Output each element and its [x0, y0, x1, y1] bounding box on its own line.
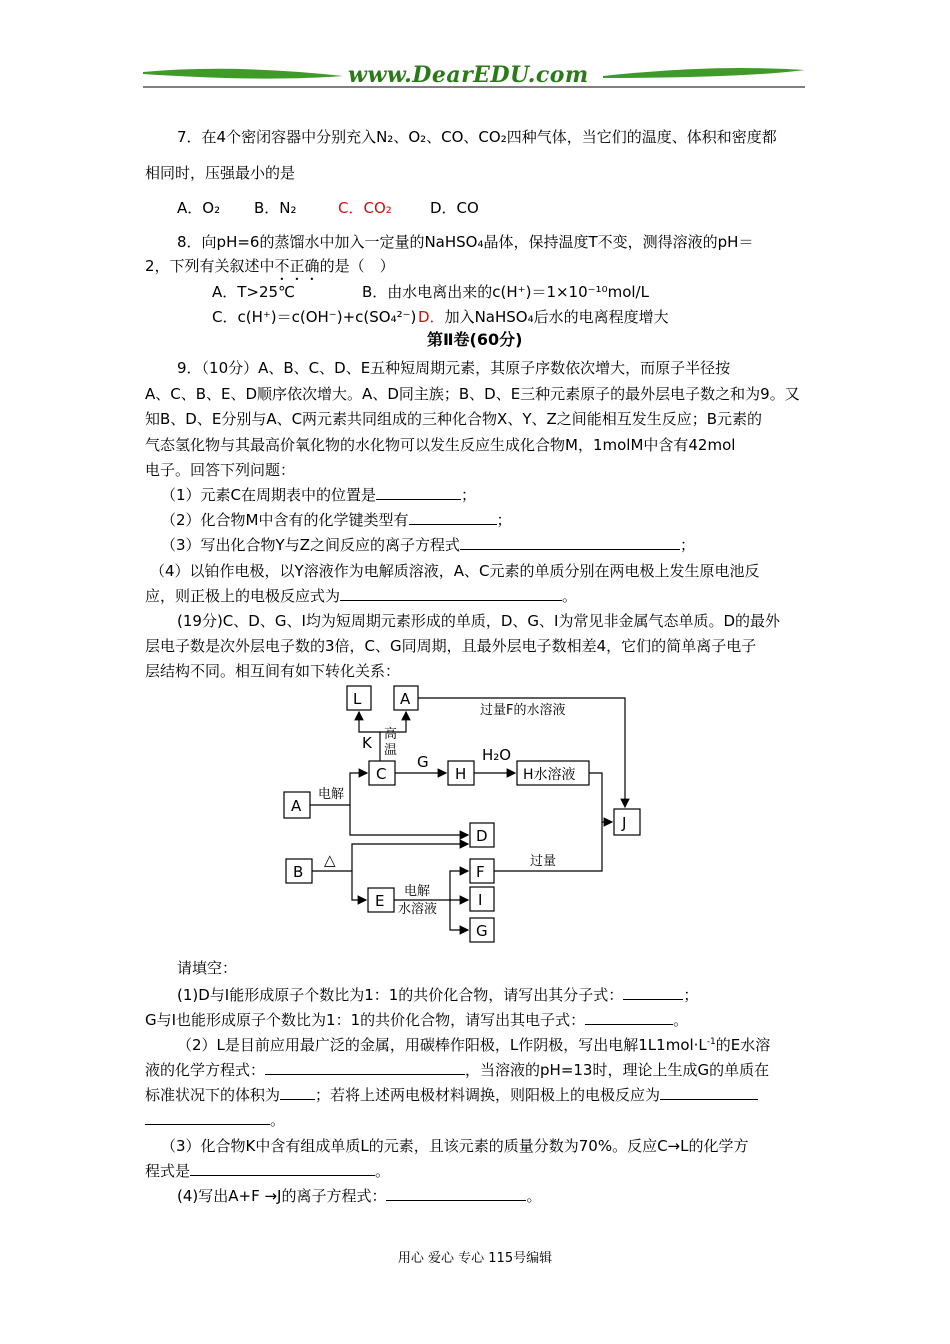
box-J [614, 809, 640, 835]
box-D-label: D [476, 827, 488, 845]
answer-blank[interactable] [265, 1060, 465, 1075]
semicolon: ； [683, 986, 699, 1004]
q10-part2-line2b: ，当溶液的pH=13时，理论上生成G的单质在 [465, 1061, 770, 1079]
box-F-label: F [476, 863, 485, 881]
answer-blank[interactable] [190, 1161, 375, 1176]
q9-sub4-line2 [145, 586, 577, 606]
label-g: G [417, 753, 429, 771]
label-electrolysis: 电解 [318, 787, 345, 802]
period: 。 [673, 1011, 689, 1029]
q7-line2: 相同时，压强最小的是 [145, 164, 296, 182]
q10-part4 [177, 1186, 541, 1206]
q9-sub1 [161, 485, 476, 505]
answer-blank[interactable] [145, 1110, 270, 1125]
box-E-label: E [375, 892, 385, 910]
q9-line3: 知B、D、E分别与A、C两元素共同组成的三种化合物X、Y、Z之间能相互发生反应；B元素的 [145, 410, 763, 428]
label-aqueous-solution: 水溶液 [398, 902, 438, 917]
q9-sub3 [161, 535, 695, 555]
arrow-b-to-e [352, 871, 366, 900]
q10-part2-line3 [145, 1085, 758, 1105]
period: 。 [270, 1111, 286, 1129]
label-h2o: H₂O [482, 746, 512, 764]
box-B-label: B [293, 863, 304, 881]
q10-part1-line2-text: G与I也能形成原子个数比为1：1的共价化合物，请写出其电子式： [145, 1011, 586, 1029]
semicolon: ； [461, 486, 477, 504]
answer-blank[interactable] [280, 1085, 315, 1100]
label-electrolysis-2: 电解 [404, 884, 431, 899]
q7-line1: 7．在4个密闭容器中分别充入N₂、O₂、CO、CO₂四种气体，当它们的温度、体积和密度都 [177, 128, 777, 146]
q10-part2-line1 [177, 1035, 770, 1055]
q7-option-d: D．CO [430, 199, 479, 217]
q9-sub4-line1: （4）以铂作电极，以Y溶液作为电解质溶液，A、C元素的单质分别在两电极上发生原电池反 [150, 562, 760, 580]
box-H-solution-label: H水溶液 [523, 767, 576, 783]
q8-option-c: C．c(H⁺)＝c(OH⁻)+c(SO₄²⁻) [212, 308, 417, 326]
answer-blank[interactable] [376, 485, 461, 500]
label-excess: 过量 [530, 854, 557, 869]
label-heat-delta: △ [324, 851, 336, 869]
q9-line4: 气态氢化物与其最高价氧化物的水化物可以发生反应生成化合物M，1molM中含有42mol [145, 436, 736, 454]
q8-line1: 8．向pH=6的蒸馏水中加入一定量的NaHSO₄晶体，保持温度T不变，测得溶液的pH＝ [177, 233, 754, 251]
q10-part3-line2-text: 程式是 [145, 1162, 191, 1180]
box-G-label: G [476, 922, 488, 940]
box-L-label: L [353, 690, 362, 708]
q10-line3: 层结构不同。相互间有如下转化关系： [145, 662, 401, 680]
answer-blank[interactable] [460, 535, 680, 550]
label-excess-f-solution: 过量F的水溶液 [480, 703, 566, 718]
box-A-left-label: A [291, 797, 302, 815]
q10-part1-line2 [145, 1010, 688, 1030]
label-gao: 高 [384, 727, 398, 742]
arrow-e-to-g [450, 900, 468, 930]
minus-one-superscript: -1 [706, 1037, 716, 1047]
q8-line2 [145, 256, 395, 284]
q10-part1-line1 [177, 985, 698, 1005]
box-C-label: C [376, 765, 387, 783]
q9-line2: A、C、B、E、D顺序依次增大。A、D同主族；B、D、E三种元素原子的最外层电子数之和为9。又 [145, 385, 800, 403]
q10-line1: (19分)C、D、G、I均为短周期元素形成的单质，D、G、I为常见非金属气态单质。D的最外 [177, 612, 781, 630]
label-wen: 温 [384, 743, 398, 758]
q7-option-b: B．N₂ [254, 199, 297, 217]
period: 。 [562, 587, 578, 605]
q10-part4-text: (4)写出A+F →J的离子方程式： [177, 1187, 387, 1205]
q9-sub1-text: （1）元素C在周期表中的位置是 [161, 486, 377, 504]
q10-line2: 层电子数是次外层电子数的3倍，C、G同周期，且最外层电子数相差4，它们的简单离子电子 [145, 637, 757, 655]
box-I-label: I [478, 891, 483, 909]
q9-sub3-text: （3）写出化合物Y与Z之间反应的离子方程式 [161, 536, 460, 554]
q8-option-d-text: 加入NaHSO₄后水的电离程度增大 [444, 308, 669, 326]
site-logo: www.DearEDU.com [348, 62, 589, 88]
box-J-label: J [622, 814, 627, 832]
page-footer: 用心 爱心 专心 115号编辑 [397, 1251, 553, 1266]
left-swoosh-decoration [143, 69, 343, 79]
box-H-label: H [455, 765, 467, 783]
q9-line1: 9．（10分）A、B、C、D、E五种短周期元素，其原子序数依次增大，而原子半径按 [177, 359, 731, 377]
q10-fill-prompt: 请填空： [177, 959, 238, 977]
period: 。 [375, 1162, 391, 1180]
q7-option-a: A．O₂ [177, 199, 221, 217]
header-banner [143, 60, 805, 92]
q10-part3-line2 [145, 1161, 390, 1181]
q9-sub4-text: 应，则正极上的电极反应式为 [145, 587, 341, 605]
answer-blank[interactable] [585, 1010, 673, 1025]
q10-part2-line2 [145, 1060, 769, 1080]
q8-line2-emphasis: 不正确 [274, 257, 320, 275]
answer-blank[interactable] [660, 1085, 758, 1100]
q10-part2-line3a: 标准状况下的体积为 [145, 1086, 281, 1104]
q9-sub2-text: （2）化合物M中含有的化学键类型有 [161, 511, 409, 529]
q10-part2-line1b: 的E水溶 [715, 1036, 771, 1054]
period: 。 [526, 1187, 542, 1205]
label-k: K [362, 734, 372, 752]
q7-option-c: C．CO₂ [338, 199, 392, 217]
arrow-a-to-d [350, 805, 468, 835]
q10-part2-line2a: 液的化学方程式： [145, 1061, 266, 1079]
answer-blank[interactable] [386, 1186, 526, 1201]
q8-option-b: B．由水电离出来的c(H⁺)＝1×10⁻¹⁰mol/L [362, 283, 649, 301]
box-A-top-label: A [400, 690, 411, 708]
q10-part1-text: (1)D与I能形成原子个数比为1：1的共价化合物，请写出其分子式： [177, 986, 624, 1004]
q10-part2-line3b: ；若将上述两电极材料调换，则阳极上的电极反应为 [315, 1086, 661, 1104]
q8-option-d-letter: D． [418, 308, 445, 326]
q8-option-a: A．T>25℃ [212, 283, 295, 301]
reaction-flow-diagram [280, 680, 660, 945]
answer-blank[interactable] [340, 586, 562, 601]
q8-option-d [418, 307, 669, 327]
semicolon: ； [679, 536, 695, 554]
q8-line2-post: 的是（ ） [319, 257, 395, 275]
q9-sub2 [161, 510, 512, 530]
answer-blank[interactable] [409, 510, 497, 525]
arrow-solution-to-j [589, 773, 612, 822]
section-title: 第Ⅱ卷(60分) [427, 330, 523, 349]
answer-blank[interactable] [623, 985, 683, 1000]
semicolon: ； [496, 511, 512, 529]
q10-part2-line1a: （2）L是目前应用最广泛的金属，用碳棒作阳极，L作阴极，写出电解1L1mol·L [177, 1036, 707, 1054]
q10-part2-line4 [145, 1110, 285, 1130]
q9-line5: 电子。回答下列问题： [145, 461, 296, 479]
q10-part3-line1: （3）化合物K中含有组成单质L的元素，且该元素的质量分数为70%。反应C→L的化学方 [161, 1137, 749, 1155]
right-swoosh-decoration [603, 68, 805, 78]
q8-line2-pre: 2，下列有关叙述中 [145, 257, 275, 275]
